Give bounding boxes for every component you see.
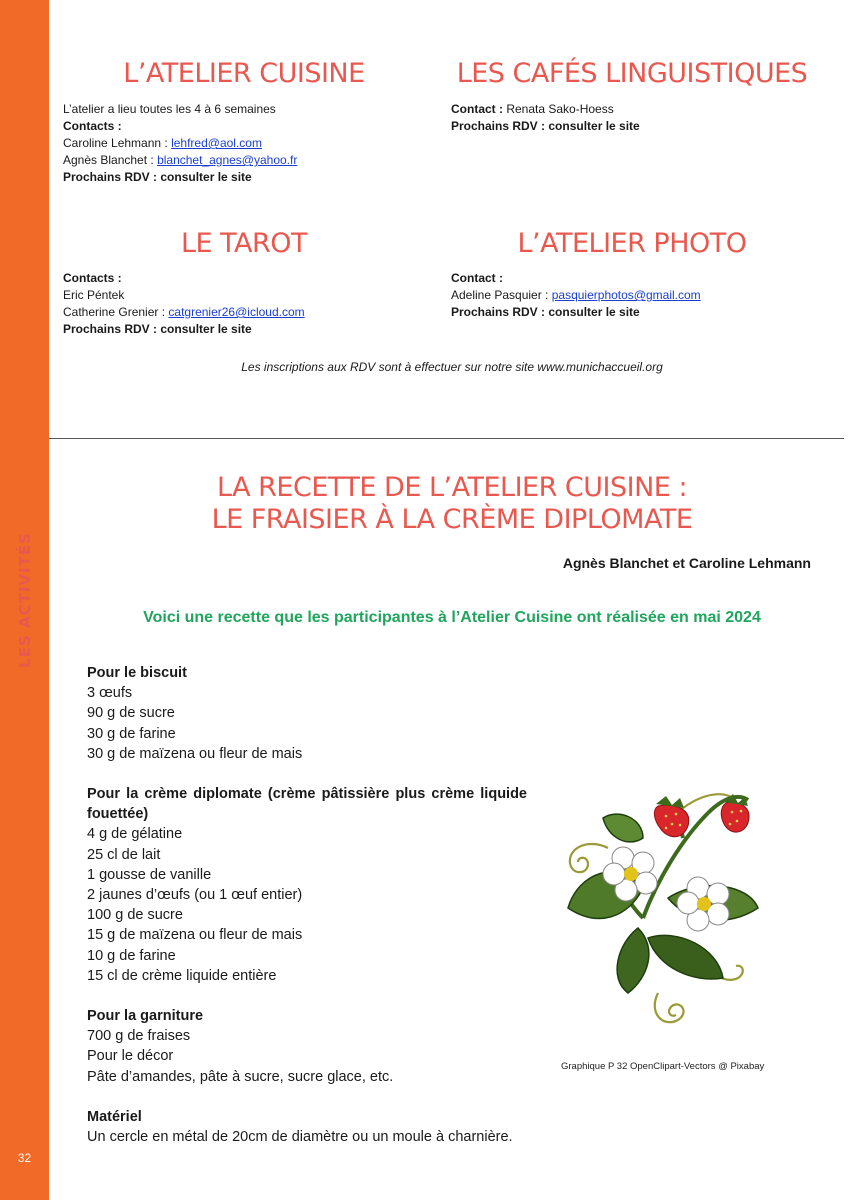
ingredient-item: 10 g de farine xyxy=(87,947,176,964)
email-link[interactable]: lehfred@aol.com xyxy=(171,136,262,150)
ingredient-item: 1 gousse de vanille xyxy=(87,866,212,883)
rdv-line: Prochains RDV : consulter le site xyxy=(451,305,640,319)
page-number: 32 xyxy=(17,1151,32,1165)
image-credit: Graphique P 32 OpenClipart-Vectors @ Pixabay xyxy=(561,1061,765,1072)
materiel-list xyxy=(87,1127,527,1147)
tarot-title: LE TAROT xyxy=(180,228,308,259)
email-link[interactable]: pasquierphotos@gmail.com xyxy=(551,288,701,302)
sidebar xyxy=(0,0,49,1200)
atelier-cuisine-intro: L’atelier a lieu toutes les 4 à 6 semaines xyxy=(63,102,276,116)
rdv-line: Prochains RDV : consulter le site xyxy=(451,119,640,133)
ingredient-item: Pour le décor xyxy=(87,1048,174,1065)
contact-name: Adeline Pasquier : xyxy=(451,288,552,302)
recipe-authors: Agnès Blanchet et Caroline Lehmann xyxy=(562,555,811,571)
contact-name: Eric Péntek xyxy=(63,288,125,302)
biscuit-title: Pour le biscuit xyxy=(87,665,187,681)
ingredient-item: 30 g de maïzena ou fleur de mais xyxy=(87,745,303,762)
rdv-line: Prochains RDV : consulter le site xyxy=(63,170,252,184)
strawberry-plant-illustration xyxy=(548,778,776,1033)
ingredient-item: 15 g de maïzena ou fleur de mais xyxy=(87,927,303,944)
recipe-title-line2: LE FRAISIER À LA CRÈME DIPLOMATE xyxy=(211,504,693,535)
contact-line xyxy=(451,101,640,118)
tarot-info xyxy=(63,270,305,338)
contact-name: Agnès Blanchet : xyxy=(63,153,158,167)
contact-name: Renata Sako-Hoess xyxy=(506,102,614,116)
ingredient-item: 15 cl de crème liquide entière xyxy=(87,967,277,984)
biscuit-list xyxy=(87,683,527,764)
email-link[interactable]: blanchet_agnes@yahoo.fr xyxy=(157,153,298,167)
equipment-item: Un cercle en métal de 20cm de diamètre ou un moule à charnière. xyxy=(87,1129,513,1146)
section-divider xyxy=(49,438,844,439)
materiel-title: Matériel xyxy=(87,1108,142,1125)
contact-name: Catherine Grenier : xyxy=(63,305,169,319)
contact-label: Contact : xyxy=(451,271,503,285)
contact-line xyxy=(63,135,297,152)
contacts-label: Contacts : xyxy=(63,271,122,285)
ingredient-item: 100 g de sucre xyxy=(87,907,183,924)
garniture-list xyxy=(87,1026,527,1087)
ingredient-item: 90 g de sucre xyxy=(87,705,175,722)
section-label: LES ACTIVITÉS xyxy=(16,532,34,668)
atelier-cuisine-title: L’ATELIER CUISINE xyxy=(123,58,365,89)
contact-line xyxy=(63,304,305,321)
ingredient-item: 700 g de fraises xyxy=(87,1028,191,1045)
strawberry-icon xyxy=(654,794,749,837)
cafes-info xyxy=(451,101,640,135)
contacts-label: Contacts : xyxy=(63,119,122,133)
atelier-cuisine-info xyxy=(63,101,297,186)
ingredient-item: 4 g de gélatine xyxy=(87,826,183,843)
ingredient-item: 3 œufs xyxy=(87,685,133,702)
ingredient-item: Pâte d’amandes, pâte à sucre, sucre glace, etc. xyxy=(87,1068,394,1085)
ingredient-item: 30 g de farine xyxy=(87,725,176,742)
cafes-title: LES CAFÉS LINGUISTIQUES xyxy=(456,58,808,89)
email-link[interactable]: catgrenier26@icloud.com xyxy=(168,305,305,319)
ingredient-item: 2 jaunes d’œufs (ou 1 œuf entier) xyxy=(87,887,303,904)
rdv-line: Prochains RDV : consulter le site xyxy=(63,322,252,336)
recipe-title xyxy=(49,472,855,536)
recipe-title-line1: LA RECETTE DE L’ATELIER CUISINE : xyxy=(216,472,688,503)
creme-title: Pour la crème diplomate (crème pâtissière plus crème liquide fouettée) xyxy=(87,786,527,823)
flower-icon xyxy=(603,847,729,931)
contact-line xyxy=(63,152,297,169)
contact-label: Contact : xyxy=(451,102,507,116)
registration-note: Les inscriptions aux RDV sont à effectuer sur notre site www.munichaccueil.org xyxy=(241,360,663,374)
ingredient-item: 25 cl de lait xyxy=(87,846,161,863)
photo-title: L’ATELIER PHOTO xyxy=(517,228,747,259)
creme-list xyxy=(87,824,527,986)
contact-name: Caroline Lehmann : xyxy=(63,136,172,150)
photo-info xyxy=(451,270,701,321)
recipe-intro: Voici une recette que les participantes à l’Atelier Cuisine ont réalisée en mai 2024 xyxy=(143,609,761,626)
contact-line xyxy=(451,287,701,304)
recipe-body xyxy=(87,663,527,1147)
garniture-title: Pour la garniture xyxy=(87,1008,204,1025)
